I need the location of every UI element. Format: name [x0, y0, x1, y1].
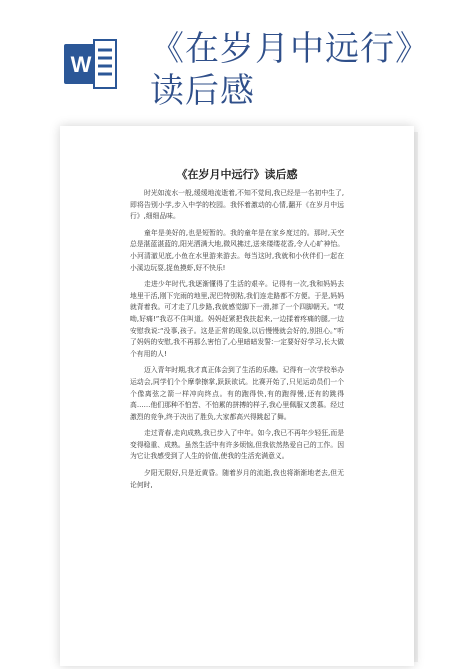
document-paragraph: 走过青春,走向成熟,我已步入了中年。如今,我已不再年少轻狂,而是变得稳重、成熟。虽然生活中有许多烦恼,但我依然热爱自己的工作。因为它让我感受到了人生的价值,使我的生活充满意义。: [130, 429, 344, 461]
word-document-icon: [64, 38, 120, 90]
banner-title-line1: 《在岁月中远行》: [150, 29, 430, 69]
document-paragraph: 走进少年时代,我逐渐懂得了生活的艰辛。记得有一次,我和妈妈去地里干活,刚下完雨的地里,泥巴特别粘,我们连走路都不方便。于是,妈妈就背着我。可才走了几步路,我就感觉脚下一滑,摔了一个四脚朝天。“哎呦,好痛!”我忍不住叫道。妈妈赶紧把我扶起来,一边揉着疼痛的腿,一边安慰我说:“没事,孩子。这是正常的现象,以后慢慢就会好的,别担心。”听了妈妈的安慰,我不再那么害怕了,心里暗暗发誓:一定要好好学习,长大做个有用的人!: [130, 280, 344, 358]
banner-title-line2: 读后感: [150, 71, 255, 111]
word-icon-letter: W: [70, 52, 92, 77]
document-paragraph: 夕阳无限好,只是近黄昏。随着岁月的流逝,我也将渐渐地老去,但无论何时,: [130, 469, 344, 489]
banner-heading: [150, 28, 430, 112]
document-body: [60, 188, 414, 491]
title-banner: [0, 0, 474, 120]
document-paragraph: 迈入青年时期,我才真正体会到了生活的乐趣。记得有一次学校举办运动会,同学们个个摩拳擦掌,跃跃欲试。比赛开始了,只见运动员们一个个像离弦之箭一样冲向终点。有的跑得快,有的跑得慢,还有的跳得高……他们那种不怕苦、不怕累的拼搏的样子,我心里佩服又羡慕。经过激烈的竞争,终于决出了胜负,大家都高兴得跳起了舞。: [130, 366, 344, 421]
document-paragraph: 童年是美好的,也是短暂的。我的童年是在家乡度过的。那时,天空总是湛蓝湛蓝的,阳光洒满大地,微风拂过,送来缕缕花香,令人心旷神怡。小河清澈见底,小鱼在水里游来游去。每当这时,我就和小伙伴们一起在小溪边玩耍,捉鱼摸虾,好不快乐!: [130, 228, 344, 272]
document-page: [60, 126, 414, 666]
document-title: 《在岁月中远行》读后感: [176, 168, 298, 181]
document-paragraph: 时光如流水一般,缓缓地流逝着,不知不觉间,我已经是一名初中生了,即将告别小学,步入中学的校园。我怀着激动的心情,翻开《在岁月中远行》,细细品味。: [130, 189, 344, 221]
